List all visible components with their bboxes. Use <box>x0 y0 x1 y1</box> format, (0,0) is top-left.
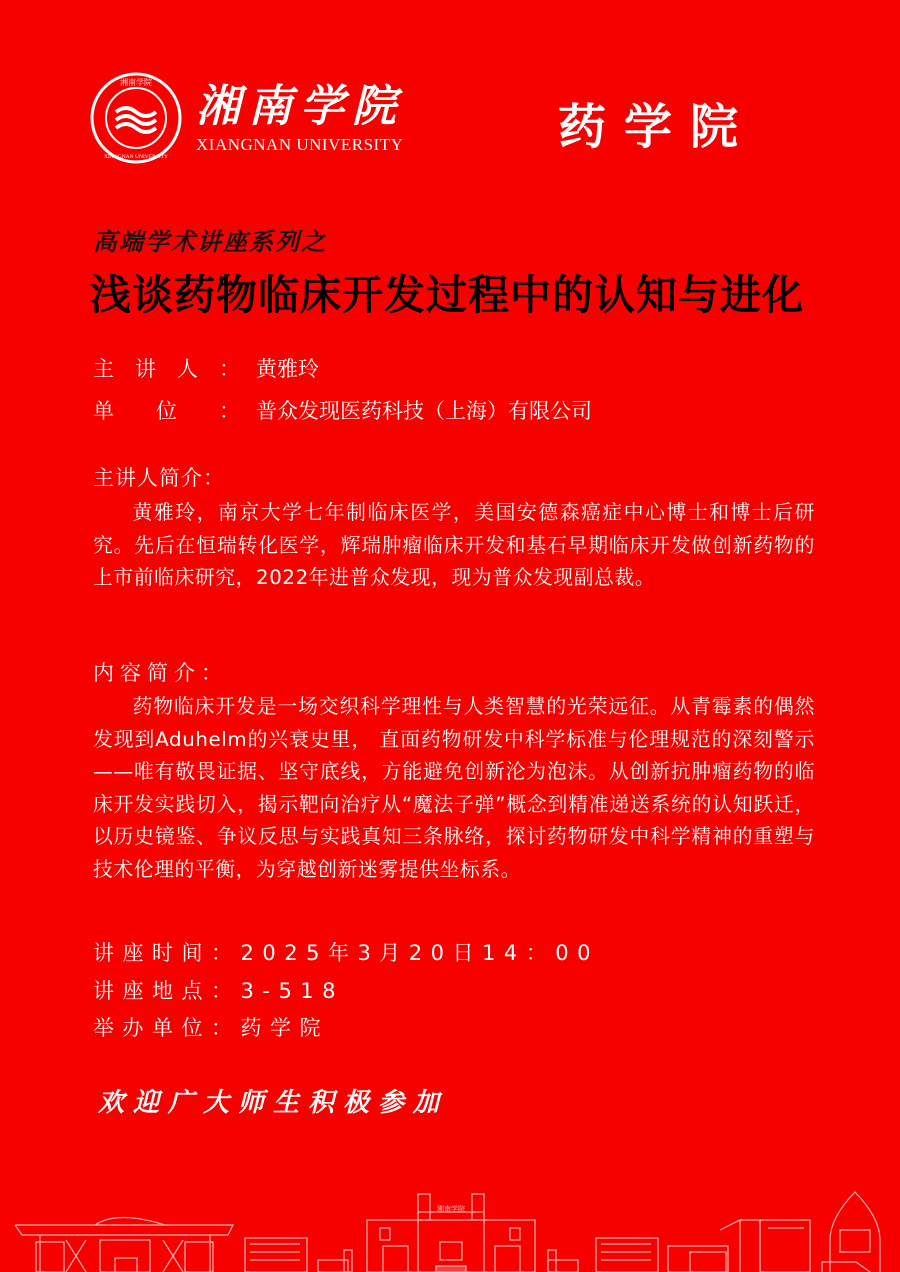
content-heading: 内容简介： <box>93 661 228 685</box>
department-name: 药学院 <box>558 99 757 155</box>
lecture-host: 举办单位：药学院 <box>93 1016 329 1040</box>
bio-heading: 主讲人简介： <box>93 466 225 490</box>
welcome-message: 欢迎广大师生积极参加 <box>98 1088 449 1118</box>
svg-text:XIANGNAN UNIVERSITY: XIANGNAN UNIVERSITY <box>103 154 169 160</box>
lecture-time: 讲座时间：2025年3月20日14：00 <box>93 941 599 965</box>
unit-label: 单 位 ： <box>93 399 240 423</box>
university-name-cn: 湘南学院 <box>196 81 404 132</box>
svg-text:湘南学院: 湘南学院 <box>120 78 152 87</box>
university-seal-icon <box>90 72 182 164</box>
speaker-row <box>93 353 319 383</box>
university-logo <box>90 72 404 164</box>
speaker-name: 黄雅玲 <box>256 357 319 381</box>
speaker-label: 主 讲 人 ： <box>93 357 240 381</box>
svg-text:湘南学院: 湘南学院 <box>437 1205 465 1213</box>
content-text: 药物临床开发是一场交织科学理性与人类智慧的光荣远征。从青霉素的偶然发现到Aduhelm的兴衰史里， 直面药物研发中科学标准与伦理规范的深刻警示——唯有敬畏证据、坚守底线，方能避免创新沦为泡沫。从创新抗肿瘤药物的临床开发实践切入，揭示靶向治疗从“魔法子弹”概念到精准递送系统的认知跃迁，以历史镜鉴、争议反思与实践真知三条脉络，探讨药物研发中科学精神的重塑与技术伦理的平衡，为穿越创新迷雾提供坐标系。 <box>93 695 815 881</box>
lecture-place: 讲座地点：3-518 <box>93 979 345 1003</box>
unit-name: 普众发现医药科技（上海）有限公司 <box>256 399 592 423</box>
lecture-series: 高端学术讲座系列之 <box>93 228 327 256</box>
campus-skyline-icon <box>0 1180 900 1272</box>
bio-text: 黄雅玲，南京大学七年制临床医学，美国安德森癌症中心博士和博士后研究。先后在恒瑞转化医学，辉瑞肿瘤临床开发和基石早期临床开发做创新药物的上市前临床研究，2022年进普众发现，现为普众发现副总裁。 <box>93 501 815 589</box>
lecture-title: 浅谈药物临床开发过程中的认知与进化 <box>90 271 804 319</box>
unit-row <box>93 395 592 425</box>
university-name-en: XIANGNAN UNIVERSITY <box>196 135 404 154</box>
